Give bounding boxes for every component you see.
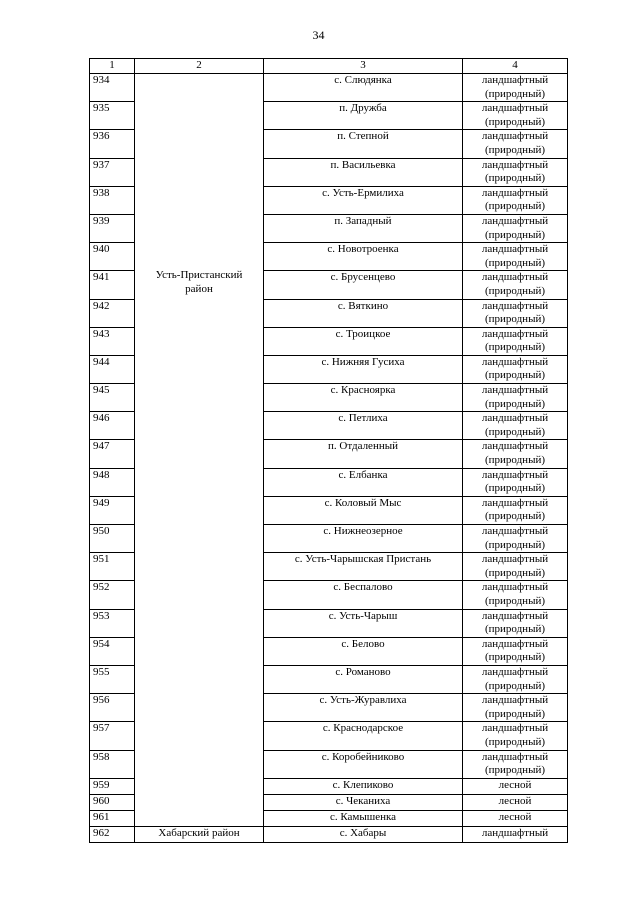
heritage-type-line: ландшафтный bbox=[481, 158, 549, 171]
table-header-row bbox=[90, 59, 568, 74]
row-number: 949 bbox=[90, 496, 135, 524]
heritage-type-line: ландшафтный bbox=[481, 665, 549, 678]
heritage-type bbox=[463, 412, 568, 440]
heritage-type bbox=[463, 299, 568, 327]
heritage-table bbox=[89, 58, 568, 843]
settlement-name: с. Нижняя Гусиха bbox=[264, 355, 463, 383]
row-number: 957 bbox=[90, 722, 135, 750]
heritage-type-line: (природный) bbox=[484, 397, 546, 410]
heritage-type-line: (природный) bbox=[484, 341, 546, 354]
row-number: 960 bbox=[90, 794, 135, 810]
district-cell bbox=[135, 74, 264, 827]
heritage-type-line: (природный) bbox=[484, 256, 546, 269]
district-label: Усть-Пристанский район bbox=[155, 269, 243, 295]
heritage-type bbox=[463, 355, 568, 383]
settlement-name: с. Коловый Мыс bbox=[264, 496, 463, 524]
heritage-type-line: ландшафтный bbox=[481, 214, 549, 227]
heritage-type-line: (природный) bbox=[484, 679, 546, 692]
row-number: 945 bbox=[90, 384, 135, 412]
settlement-name: с. Новотроенка bbox=[264, 243, 463, 271]
settlement-name: с. Беспалово bbox=[264, 581, 463, 609]
heritage-type-line: ландшафтный bbox=[481, 468, 549, 481]
settlement-name: с. Хабары bbox=[264, 826, 463, 842]
settlement-name: с. Камышенка bbox=[264, 810, 463, 826]
heritage-type-line: (природный) bbox=[484, 735, 546, 748]
page-number: 34 bbox=[312, 28, 325, 42]
row-number: 958 bbox=[90, 750, 135, 778]
heritage-type-line: (природный) bbox=[484, 228, 546, 241]
settlement-name: с. Усть-Ермилиха bbox=[264, 186, 463, 214]
row-number: 944 bbox=[90, 355, 135, 383]
settlement-name: с. Коробейниково bbox=[264, 750, 463, 778]
settlement-name: с. Усть-Чарышская Пристань bbox=[264, 553, 463, 581]
heritage-type bbox=[463, 826, 568, 842]
row-number: 942 bbox=[90, 299, 135, 327]
heritage-type-line: ландшафтный bbox=[481, 355, 549, 368]
heritage-type bbox=[463, 778, 568, 794]
heritage-type-line: ландшафтный bbox=[481, 130, 549, 143]
heritage-type-line: лесной bbox=[498, 778, 532, 791]
heritage-type-line: ландшафтный bbox=[481, 581, 549, 594]
row-number: 953 bbox=[90, 609, 135, 637]
heritage-type-line: (природный) bbox=[484, 425, 546, 438]
settlement-name: п. Отдаленный bbox=[264, 440, 463, 468]
heritage-type bbox=[463, 553, 568, 581]
table-row bbox=[90, 74, 568, 102]
heritage-type-line: (природный) bbox=[484, 313, 546, 326]
heritage-type bbox=[463, 158, 568, 186]
heritage-type-line: (природный) bbox=[484, 482, 546, 495]
heritage-type bbox=[463, 327, 568, 355]
row-number: 943 bbox=[90, 327, 135, 355]
settlement-name: с. Нижнеозерное bbox=[264, 525, 463, 553]
heritage-type-line: ландшафтный bbox=[481, 327, 549, 340]
settlement-name: с. Белово bbox=[264, 637, 463, 665]
heritage-type-line: (природный) bbox=[484, 623, 546, 636]
row-number: 938 bbox=[90, 186, 135, 214]
heritage-type-line: ландшафтный bbox=[481, 186, 549, 199]
heritage-type-line: (природный) bbox=[484, 510, 546, 523]
heritage-type-line: (природный) bbox=[484, 284, 546, 297]
header-cell: 3 bbox=[264, 59, 463, 74]
heritage-type-line: (природный) bbox=[484, 454, 546, 467]
row-number: 934 bbox=[90, 74, 135, 102]
heritage-type-line: (природный) bbox=[484, 566, 546, 579]
heritage-type-line: лесной bbox=[498, 794, 532, 807]
heritage-type-line: (природный) bbox=[484, 594, 546, 607]
row-number: 946 bbox=[90, 412, 135, 440]
heritage-type bbox=[463, 214, 568, 242]
heritage-type bbox=[463, 722, 568, 750]
heritage-type bbox=[463, 750, 568, 778]
row-number: 936 bbox=[90, 130, 135, 158]
row-number: 954 bbox=[90, 637, 135, 665]
heritage-type-line: (природный) bbox=[484, 143, 546, 156]
heritage-type bbox=[463, 243, 568, 271]
heritage-type-line: ландшафтный bbox=[481, 722, 549, 735]
heritage-type-line: ландшафтный bbox=[481, 750, 549, 763]
heritage-type-line: ландшафтный bbox=[481, 384, 549, 397]
settlement-name: п. Западный bbox=[264, 214, 463, 242]
heritage-type-line: ландшафтный bbox=[481, 525, 549, 537]
settlement-name: с. Клепиково bbox=[264, 778, 463, 794]
heritage-type-line: (природный) bbox=[484, 172, 546, 185]
heritage-type bbox=[463, 525, 568, 553]
heritage-type-line: ландшафтный bbox=[481, 553, 549, 566]
heritage-type bbox=[463, 271, 568, 299]
heritage-type-line: ландшафтный bbox=[481, 243, 549, 256]
heritage-type-line: (природный) bbox=[484, 707, 546, 720]
heritage-type-line: ландшафтный bbox=[481, 826, 549, 839]
row-number: 935 bbox=[90, 102, 135, 130]
heritage-type-line: (природный) bbox=[484, 369, 546, 382]
heritage-type-line: (природный) bbox=[484, 538, 546, 551]
heritage-type bbox=[463, 186, 568, 214]
heritage-type-line: ландшафтный bbox=[481, 609, 549, 622]
settlement-name: с. Усть-Журавлиха bbox=[264, 694, 463, 722]
heritage-type-line: ландшафтный bbox=[481, 271, 549, 284]
heritage-type-line: ландшафтный bbox=[481, 637, 549, 650]
heritage-type-line: (природный) bbox=[484, 87, 546, 100]
row-number: 956 bbox=[90, 694, 135, 722]
row-number: 937 bbox=[90, 158, 135, 186]
heritage-type-line: лесной bbox=[498, 810, 532, 823]
row-number: 959 bbox=[90, 778, 135, 794]
heritage-type bbox=[463, 794, 568, 810]
heritage-type bbox=[463, 384, 568, 412]
heritage-type bbox=[463, 581, 568, 609]
settlement-name: с. Краснодарское bbox=[264, 722, 463, 750]
heritage-type-line: (природный) bbox=[484, 200, 546, 213]
heritage-type bbox=[463, 440, 568, 468]
settlement-name: с. Вяткино bbox=[264, 299, 463, 327]
heritage-type bbox=[463, 810, 568, 826]
settlement-name: с. Слюдянка bbox=[264, 74, 463, 102]
heritage-type-line: ландшафтный bbox=[481, 694, 549, 707]
row-number: 939 bbox=[90, 214, 135, 242]
heritage-type bbox=[463, 130, 568, 158]
heritage-type-line: (природный) bbox=[484, 651, 546, 664]
settlement-name: с. Красноярка bbox=[264, 384, 463, 412]
header-cell: 4 bbox=[463, 59, 568, 74]
settlement-name: с. Троицкое bbox=[264, 327, 463, 355]
heritage-type bbox=[463, 694, 568, 722]
heritage-type-line: ландшафтный bbox=[481, 102, 549, 115]
row-number: 941 bbox=[90, 271, 135, 299]
row-number: 962 bbox=[90, 826, 135, 842]
heritage-type-line: (природный) bbox=[484, 764, 546, 777]
heritage-type-line: (природный) bbox=[484, 115, 546, 128]
heritage-type bbox=[463, 609, 568, 637]
settlement-name: п. Васильевка bbox=[264, 158, 463, 186]
row-number: 961 bbox=[90, 810, 135, 826]
row-number: 948 bbox=[90, 468, 135, 496]
row-number: 947 bbox=[90, 440, 135, 468]
settlement-name: с. Брусенцево bbox=[264, 271, 463, 299]
row-number: 955 bbox=[90, 665, 135, 693]
header-cell: 2 bbox=[135, 59, 264, 74]
heritage-type-line: ландшафтный bbox=[481, 412, 549, 425]
heritage-type bbox=[463, 496, 568, 524]
heritage-type bbox=[463, 102, 568, 130]
settlement-name: с. Елбанка bbox=[264, 468, 463, 496]
settlement-name: с. Чеканиха bbox=[264, 794, 463, 810]
row-number: 952 bbox=[90, 581, 135, 609]
table-row bbox=[90, 826, 568, 842]
district-cell bbox=[135, 826, 264, 842]
row-number: 940 bbox=[90, 243, 135, 271]
heritage-type-line: ландшафтный bbox=[481, 440, 549, 453]
district-label: Хабарский район bbox=[158, 826, 240, 839]
settlement-name: п. Дружба bbox=[264, 102, 463, 130]
heritage-type bbox=[463, 665, 568, 693]
heritage-type bbox=[463, 468, 568, 496]
row-number: 950 bbox=[90, 525, 135, 553]
heritage-type bbox=[463, 74, 568, 102]
settlement-name: с. Усть-Чарыш bbox=[264, 609, 463, 637]
header-cell: 1 bbox=[90, 59, 135, 74]
heritage-type bbox=[463, 637, 568, 665]
settlement-name: с. Романово bbox=[264, 665, 463, 693]
settlement-name: п. Степной bbox=[264, 130, 463, 158]
settlement-name: с. Петлиха bbox=[264, 412, 463, 440]
row-number: 951 bbox=[90, 553, 135, 581]
heritage-type-line: ландшафтный bbox=[481, 74, 549, 86]
heritage-type-line: ландшафтный bbox=[481, 496, 549, 509]
heritage-type-line: ландшафтный bbox=[481, 299, 549, 312]
